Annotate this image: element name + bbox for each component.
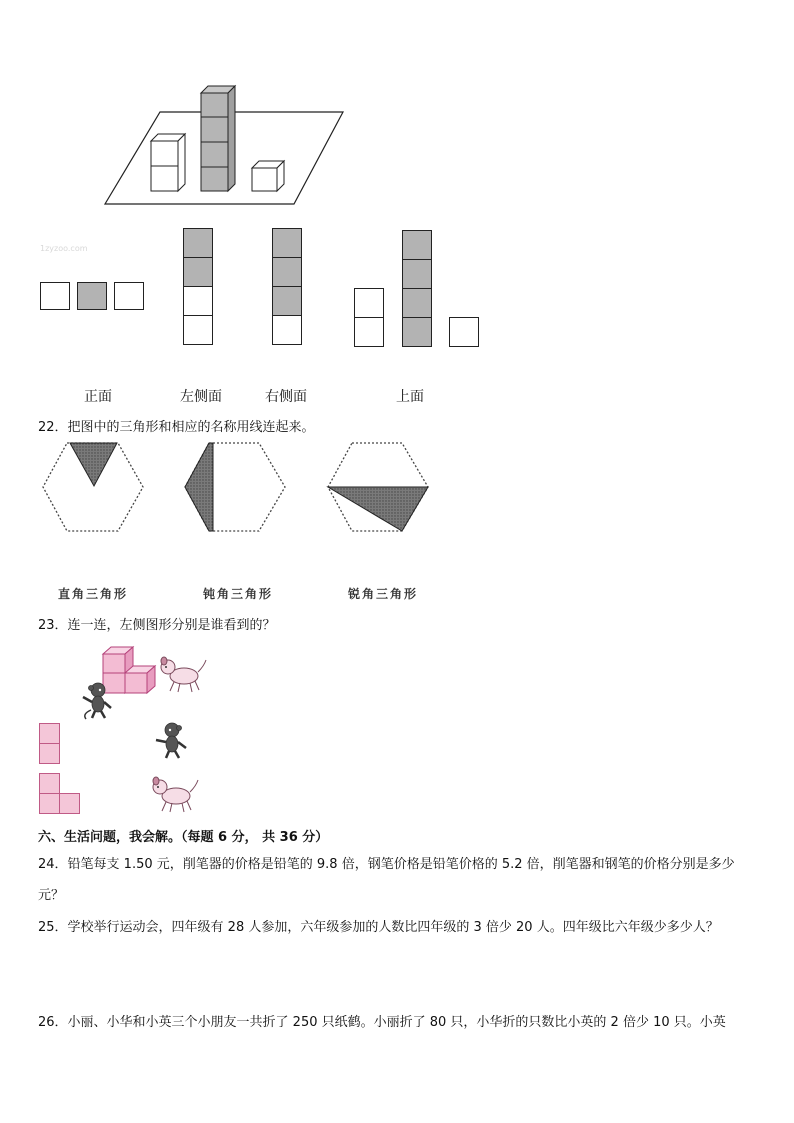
cube-arrangement-figure — [100, 82, 350, 210]
question-23: 23．连一连，左侧图形分别是谁看到的？ — [38, 618, 276, 633]
hexagon-1 — [43, 443, 143, 531]
question-26: 26．小丽、小华和小英三个小朋友一共折了 250 只纸鹤。小丽折了 80 只，小华折的只数比小英的 2 倍少 10 只。小英 — [38, 1015, 726, 1030]
single-cube — [252, 161, 284, 191]
section-6-title: 六、生活问题，我会解。（每题 6 分， 共 36 分） — [38, 830, 329, 845]
triangle-3 — [328, 487, 428, 531]
hexagon-figures — [40, 440, 440, 535]
question-24-line2: 元？ — [38, 888, 65, 903]
watermark-text: 1zyzoo.com — [40, 244, 88, 253]
triangle-label-acute: 锐角三角形 — [348, 587, 419, 601]
triangle-1 — [70, 443, 117, 486]
left-stack — [151, 134, 185, 191]
dog-figure-bottom — [150, 776, 200, 814]
triangle-label-right: 直角三角形 — [58, 587, 129, 601]
question-25: 25．学校举行运动会，四年级有 28 人参加，六年级参加的人数比四年级的 3 倍少 20 人。四年级比六年级少多少人？ — [38, 920, 719, 935]
monkey-figure-top — [78, 680, 116, 720]
monkey-figure-bottom — [152, 720, 190, 760]
view-label-top: 上面 — [396, 389, 424, 405]
hexagon-3 — [328, 443, 428, 531]
view-label-left: 左侧面 — [180, 389, 222, 405]
dog-figure-top — [158, 656, 208, 694]
view-label-right: 右侧面 — [265, 389, 307, 405]
hexagon-2 — [185, 443, 285, 531]
view-label-front: 正面 — [84, 389, 112, 405]
question-22: 22．把图中的三角形和相应的名称用线连起来。 — [38, 420, 315, 435]
question-24-line1: 24．铅笔每支 1.50 元，削笔器的价格是铅笔的 9.8 倍，钢笔价格是铅笔价格的 5.2 倍，削笔器和钢笔的价格分别是多少 — [38, 857, 735, 872]
triangle-2 — [185, 443, 213, 531]
triangle-label-obtuse: 钝角三角形 — [203, 587, 274, 601]
tall-stack — [201, 86, 235, 191]
